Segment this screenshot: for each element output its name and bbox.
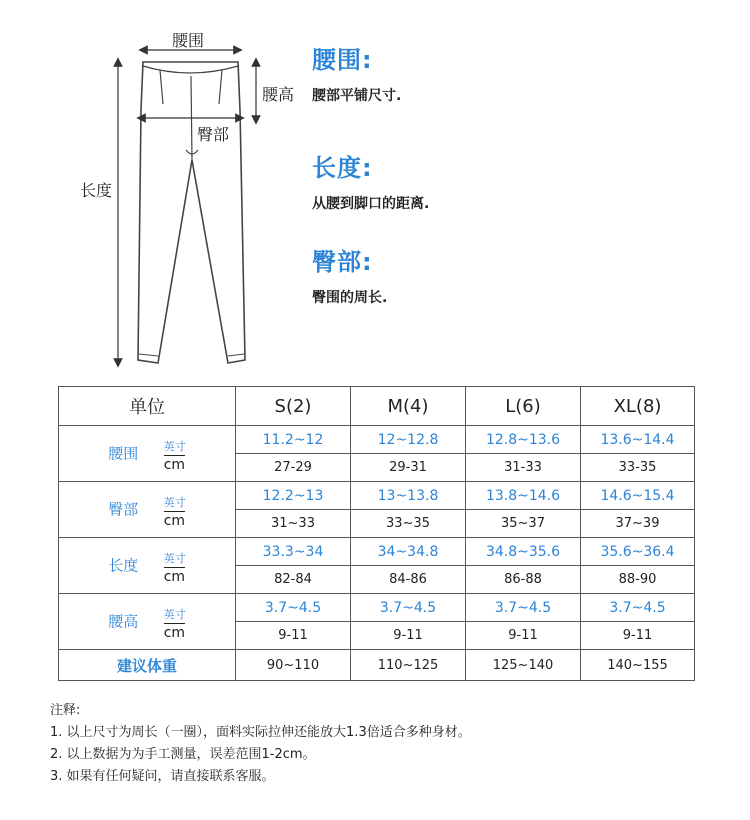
note-item: 3. 如果有任何疑问，请直接联系客服。 <box>50 769 275 784</box>
cm-value: 37~39 <box>581 510 695 538</box>
note-item: 2. 以上数据为为手工测量，误差范围1-2cm。 <box>50 747 316 762</box>
table-row <box>59 594 695 622</box>
row-name: 腰围 <box>108 444 139 462</box>
weight-label: 建议体重 <box>59 650 236 681</box>
inch-value: 12.8~13.6 <box>466 426 581 454</box>
inch-value: 3.7~4.5 <box>351 594 466 622</box>
inch-value: 13~13.8 <box>351 482 466 510</box>
cm-value: 29-31 <box>351 454 466 482</box>
cm-value: 86-88 <box>466 566 581 594</box>
unit-cm: cm <box>163 512 186 529</box>
cm-value: 33-35 <box>581 454 695 482</box>
desc-waist <box>312 40 401 105</box>
unit-cm: cm <box>163 456 186 473</box>
desc-hip <box>312 242 387 307</box>
unit-inch: 英寸 <box>163 551 186 565</box>
notes-section <box>50 700 471 788</box>
desc-length <box>312 148 429 213</box>
desc-text: 从腰到脚口的距离. <box>312 196 430 212</box>
cm-value: 9-11 <box>351 622 466 650</box>
table-row <box>59 482 695 510</box>
cm-value: 31-33 <box>466 454 581 482</box>
size-header: M(4) <box>351 387 466 426</box>
cm-value: 9-11 <box>466 622 581 650</box>
waist-label: 腰围 <box>172 31 205 50</box>
cm-value: 35~37 <box>466 510 581 538</box>
inch-value: 3.7~4.5 <box>466 594 581 622</box>
desc-text: 腰部平铺尺寸. <box>312 88 402 104</box>
cm-value: 82-84 <box>236 566 351 594</box>
size-header: L(6) <box>466 387 581 426</box>
rise-label: 腰高 <box>262 85 295 104</box>
inch-value: 34~34.8 <box>351 538 466 566</box>
weight-value: 140~155 <box>581 650 695 681</box>
unit-cm: cm <box>163 568 186 585</box>
table-header-row <box>59 387 695 426</box>
row-label-cell <box>59 426 236 482</box>
inch-value: 13.6~14.4 <box>581 426 695 454</box>
size-header: S(2) <box>236 387 351 426</box>
desc-heading: 臀部: <box>312 248 373 276</box>
length-label: 长度 <box>80 181 113 200</box>
unit-inch: 英寸 <box>163 607 186 621</box>
row-name: 长度 <box>108 556 139 574</box>
weight-value: 125~140 <box>466 650 581 681</box>
notes-title: 注释: <box>50 703 81 718</box>
hip-label: 臀部 <box>197 125 230 144</box>
inch-value: 3.7~4.5 <box>236 594 351 622</box>
table-row-weight <box>59 650 695 681</box>
row-label-cell <box>59 594 236 650</box>
inch-value: 14.6~15.4 <box>581 482 695 510</box>
unit-header: 单位 <box>59 387 236 426</box>
row-name: 臀部 <box>108 500 139 518</box>
table-row <box>59 538 695 566</box>
desc-heading: 腰围: <box>312 46 373 74</box>
weight-value: 90~110 <box>236 650 351 681</box>
unit-cm: cm <box>163 624 186 641</box>
inch-value: 13.8~14.6 <box>466 482 581 510</box>
cm-value: 27-29 <box>236 454 351 482</box>
cm-value: 33~35 <box>351 510 466 538</box>
inch-value: 12.2~13 <box>236 482 351 510</box>
size-header: XL(8) <box>581 387 695 426</box>
desc-heading: 长度: <box>312 154 373 182</box>
weight-value: 110~125 <box>351 650 466 681</box>
row-label-cell <box>59 538 236 594</box>
unit-inch: 英寸 <box>163 439 186 453</box>
size-chart-table <box>58 386 695 681</box>
table-row <box>59 426 695 454</box>
inch-value: 11.2~12 <box>236 426 351 454</box>
desc-text: 臀围的周长. <box>312 290 388 306</box>
inch-value: 33.3~34 <box>236 538 351 566</box>
inch-value: 3.7~4.5 <box>581 594 695 622</box>
cm-value: 84-86 <box>351 566 466 594</box>
unit-inch: 英寸 <box>163 495 186 509</box>
inch-value: 12~12.8 <box>351 426 466 454</box>
row-name: 腰高 <box>108 612 139 630</box>
cm-value: 31~33 <box>236 510 351 538</box>
cm-value: 9-11 <box>236 622 351 650</box>
note-item: 1. 以上尺寸为周长（一圈），面料实际拉伸还能放大1.3倍适合多种身材。 <box>50 725 471 740</box>
inch-value: 34.8~35.6 <box>466 538 581 566</box>
cm-value: 9-11 <box>581 622 695 650</box>
row-label-cell <box>59 482 236 538</box>
cm-value: 88-90 <box>581 566 695 594</box>
inch-value: 35.6~36.4 <box>581 538 695 566</box>
